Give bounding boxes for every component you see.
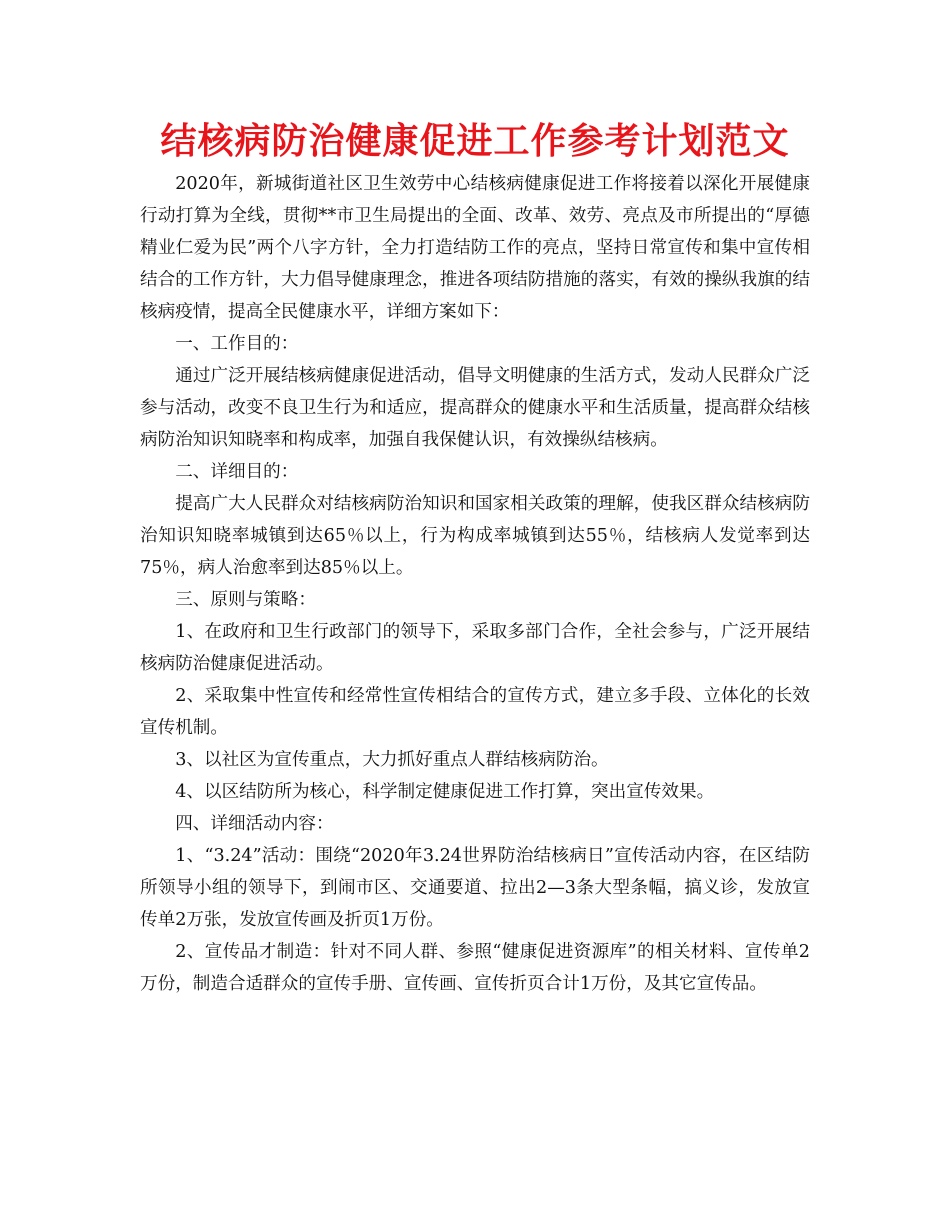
principle-item-4: 4、以区结防所为核心，科学制定健康促进工作打算，突出宣传效果。: [175, 782, 715, 802]
principle-item-3: 3、以社区为宣传重点，大力抓好重点人群结核病防治。: [175, 750, 609, 770]
detailed-goal-paragraph: 提高广大人民群众对结核病防治知识和国家相关政策的理解，使我区群众结核病防治知识知晓率城镇到达65％以上，行为构成率城镇到达55％，结核病人发觉率到达75％，病人治愈率到达85％以上。: [140, 494, 810, 578]
activity-item-1: 1、“3.24”活动：围绕“2020年3.24世界防治结核病日”宣传活动内容，在区结防所领导小组的领导下，到闹市区、交通要道、拉出2—3条大型条幅，搞义诊，发放宣传单2万张，发放宣传画及折页1万份。: [140, 846, 810, 930]
goal-paragraph: 通过广泛开展结核病健康促进活动，倡导文明健康的生活方式，发动人民群众广泛参与活动，改变不良卫生行为和适应，提高群众的健康水平和生活质量，提高群众结核病防治知识知晓率和构成率，加强自我保健认识，有效操纵结核病。: [140, 366, 810, 450]
principle-item-1: 1、在政府和卫生行政部门的领导下，采取多部门合作，全社会参与，广泛开展结核病防治健康促进活动。: [140, 622, 810, 674]
intro-paragraph: 2020年，新城街道社区卫生效劳中心结核病健康促进工作将接着以深化开展健康行动打算为全线，贯彻**市卫生局提出的全面、改革、效劳、亮点及市所提出的“厚德精业仁爱为民”两个八字方针，全力打造结防工作的亮点，坚持日常宣传和集中宣传相结合的工作方针，大力倡导健康理念，推进各项结防措施的落实，有效的操纵我旗的结核病疫情，提高全民健康水平，详细方案如下：: [140, 174, 810, 322]
document-title: 结核病防治健康促进工作参考计划范文: [160, 121, 790, 162]
activity-item-2: 2、宣传品才制造：针对不同人群、参照“健康促进资源库”的相关材料、宣传单2万份，制造合适群众的宣传手册、宣传画、宣传折页合计1万份，及其它宣传品。: [140, 942, 810, 994]
document-body: [140, 168, 810, 1000]
section-heading-activities: 四、详细活动内容：: [175, 814, 334, 834]
principle-item-2: 2、采取集中性宣传和经常性宣传相结合的宣传方式，建立多手段、立体化的长效宣传机制。: [140, 686, 810, 738]
section-heading-detailed-goal: 二、详细目的：: [175, 462, 299, 482]
section-heading-principles: 三、原则与策略：: [175, 590, 316, 610]
section-heading-goal: 一、工作目的：: [175, 334, 299, 354]
